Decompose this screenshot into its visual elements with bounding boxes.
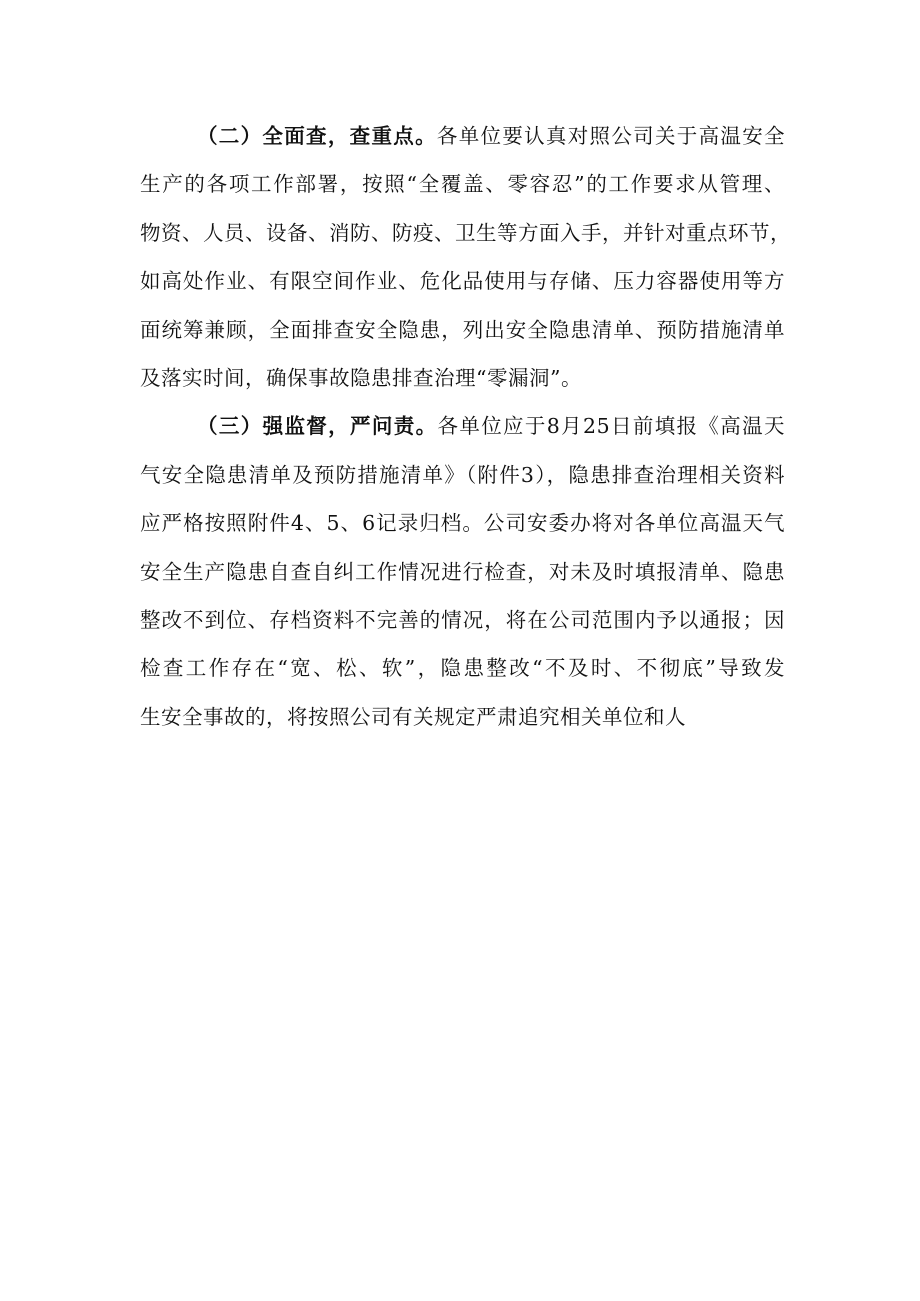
section-3-line-1 — [140, 402, 785, 450]
section-3-line-3: 应严格按照附件4、5、6记录归档。公司安委办将对各单位高温天气 — [140, 511, 785, 536]
document-body — [140, 112, 791, 741]
section-2-line-6: 及落实时间，确保事故隐患排查治理“零漏洞”。 — [140, 365, 582, 390]
section-3-text: 各单位应于8月25日前填报《高温天 — [437, 414, 785, 439]
section-3-heading: （三）强监督，严问责。 — [197, 414, 438, 439]
section-2-text: 各单位要认真对照公司关于高温安全 — [436, 124, 786, 148]
section-3-line-6: 检查工作存在“宽、松、软”，隐患整改“不及时、不彻底”导致发 — [140, 656, 785, 681]
section-2-heading: （二）全面查，查重点。 — [197, 124, 437, 148]
section-2-line-2: 生产的各项工作部署，按照“全覆盖、零容忍”的工作要求从管理、 — [140, 172, 785, 197]
section-2-line-1 — [140, 112, 785, 160]
section-3-line-4: 安全生产隐患自查自纠工作情况进行检查，对未及时填报清单、隐患 — [140, 559, 785, 584]
section-2-line-4: 如高处作业、有限空间作业、危化品使用与存储、压力容器使用等方 — [140, 269, 785, 294]
section-3-line-2: 气安全隐患清单及预防措施清单》（附件3），隐患排查治理相关资料 — [140, 462, 785, 487]
section-2-paragraph — [140, 112, 791, 402]
section-3-line-5: 整改不到位、存档资料不完善的情况，将在公司范围内予以通报；因 — [140, 607, 785, 632]
section-3-line-7: 生安全事故的，将按照公司有关规定严肃追究相关单位和人 — [140, 704, 686, 729]
section-3-paragraph — [140, 402, 785, 741]
section-2-line-3: 物资、人员、设备、消防、防疫、卫生等方面入手，并针对重点环节， — [140, 220, 791, 245]
section-2-line-5: 面统筹兼顾，全面排查安全隐患，列出安全隐患清单、预防措施清单 — [140, 317, 785, 342]
